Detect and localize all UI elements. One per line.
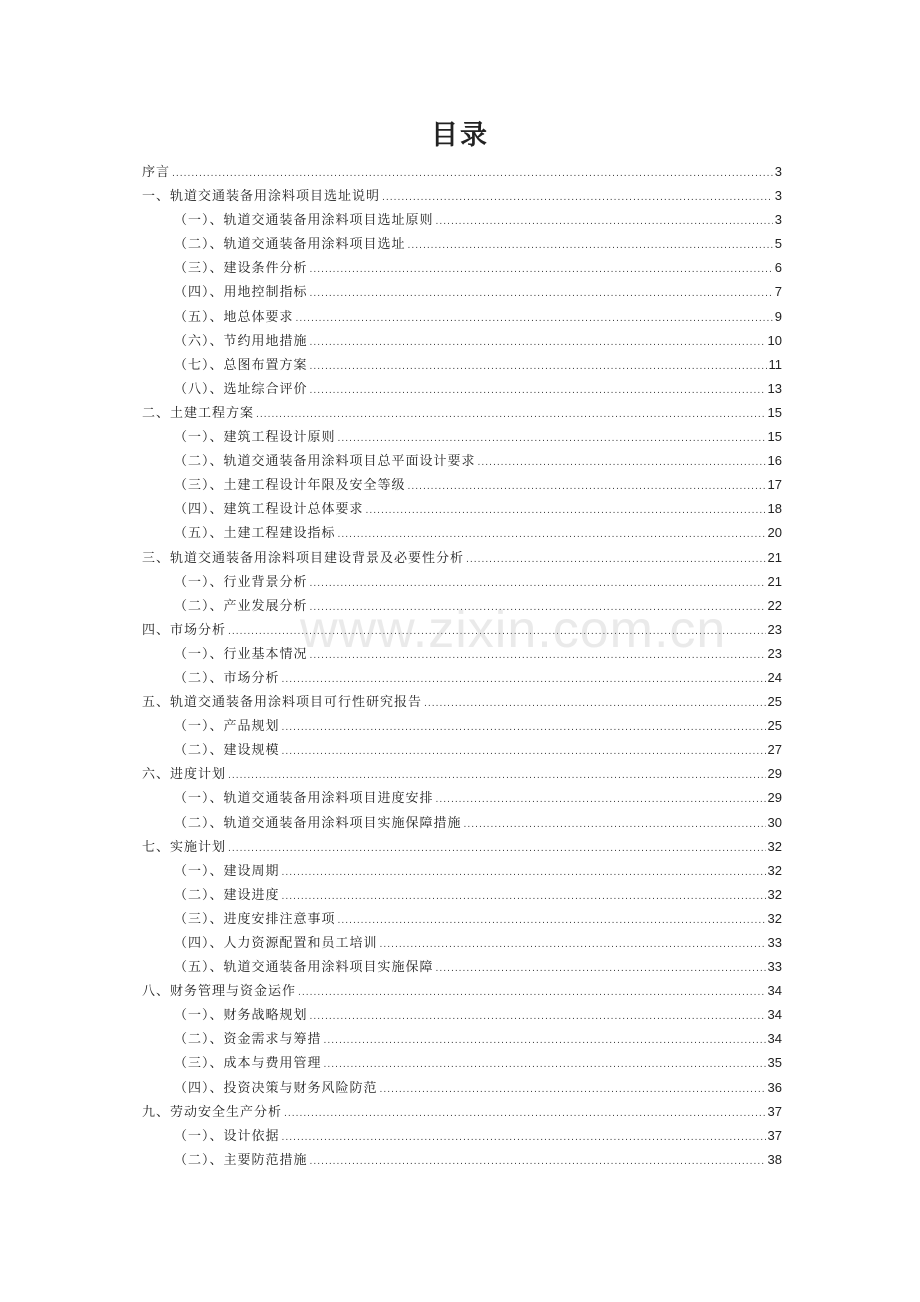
- toc-entry[interactable]: [142, 305, 782, 329]
- toc-entry-page-number: 17: [767, 477, 782, 493]
- toc-entry-page-number: 27: [767, 742, 782, 758]
- toc-entry-page-number: 33: [767, 959, 782, 975]
- toc-entry-label: （三）、进度安排注意事项: [174, 911, 336, 927]
- toc-entry-label: 九、劳动安全生产分析: [142, 1104, 283, 1120]
- toc-entry-label: （一）、建设周期: [174, 863, 280, 879]
- toc-entry[interactable]: [142, 907, 782, 931]
- toc-entry-page-number: 34: [767, 983, 782, 999]
- toc-entry-label: （八）、选址综合评价: [174, 381, 308, 397]
- toc-entry-page-number: 37: [767, 1103, 782, 1119]
- toc-entry-page-number: 23: [767, 621, 782, 637]
- toc-entry[interactable]: [142, 160, 782, 184]
- toc-entry-label: （二）、轨道交通装备用涂料项目实施保障措施: [174, 815, 462, 831]
- toc-entry-page-number: 10: [767, 332, 782, 348]
- toc-entry-page-number: 25: [767, 718, 782, 734]
- toc-entry[interactable]: [142, 859, 782, 883]
- toc-entry-page-number: 35: [767, 1055, 782, 1071]
- toc-entry[interactable]: [142, 521, 782, 545]
- toc-entry-page-number: 32: [767, 838, 782, 854]
- toc-entry-label: （六）、节约用地措施: [174, 333, 308, 349]
- toc-entry[interactable]: [142, 1003, 782, 1027]
- toc-entry[interactable]: [142, 883, 782, 907]
- toc-leader-dots: [282, 1126, 766, 1150]
- toc-entry-label: （四）、建筑工程设计总体要求: [174, 502, 364, 518]
- toc-leader-dots: [282, 740, 766, 764]
- toc-entry-label: （二）、资金需求与筹措: [174, 1032, 322, 1048]
- toc-entry[interactable]: [142, 449, 782, 473]
- toc-entry-label: 八、财务管理与资金运作: [142, 984, 297, 1000]
- toc-leader-dots: [310, 1005, 766, 1029]
- table-of-contents: [142, 160, 782, 1172]
- page-title: 目录: [431, 120, 489, 151]
- toc-leader-dots: [324, 1029, 766, 1053]
- toc-entry[interactable]: [142, 256, 782, 280]
- watermark: www.zixin.com.cn: [300, 601, 727, 659]
- toc-entry-label: （五）、土建工程建设指标: [174, 526, 336, 542]
- toc-leader-dots: [466, 548, 766, 572]
- toc-entry[interactable]: [142, 714, 782, 738]
- toc-leader-dots: [464, 813, 766, 837]
- toc-entry[interactable]: [142, 979, 782, 1003]
- toc-entry-page-number: 30: [767, 814, 782, 830]
- toc-entry[interactable]: [142, 280, 782, 304]
- toc-entry-label: （七）、总图布置方案: [174, 357, 308, 373]
- toc-entry-label: （二）、轨道交通装备用涂料项目总平面设计要求: [174, 454, 476, 470]
- toc-entry[interactable]: [142, 1124, 782, 1148]
- toc-entry-label: 四、市场分析: [142, 622, 227, 638]
- toc-entry[interactable]: [142, 786, 782, 810]
- toc-leader-dots: [282, 861, 766, 885]
- toc-entry[interactable]: [142, 1148, 782, 1172]
- toc-leader-dots: [408, 234, 773, 258]
- toc-entry-page-number: 3: [774, 188, 782, 204]
- toc-leader-dots: [296, 307, 773, 331]
- toc-entry[interactable]: [142, 473, 782, 497]
- toc-entry-page-number: 15: [767, 404, 782, 420]
- toc-entry-page-number: 3: [774, 164, 782, 179]
- toc-entry-page-number: 11: [768, 356, 782, 372]
- toc-entry-page-number: 22: [767, 597, 782, 613]
- toc-entry-page-number: 6: [774, 260, 782, 276]
- toc-entry-page-number: 18: [767, 501, 782, 517]
- toc-entry[interactable]: [142, 497, 782, 521]
- toc-leader-dots: [310, 596, 766, 620]
- toc-entry-page-number: 32: [767, 910, 782, 926]
- toc-leader-dots: [408, 475, 766, 499]
- toc-entry-label: （二）、产业发展分析: [174, 598, 308, 614]
- toc-leader-dots: [310, 331, 766, 355]
- toc-leader-dots: [310, 282, 773, 306]
- toc-entry[interactable]: [142, 546, 782, 570]
- toc-entry-page-number: 32: [767, 862, 782, 878]
- toc-entry-label: （一）、行业背景分析: [174, 574, 308, 590]
- toc-entry-label: （三）、成本与费用管理: [174, 1056, 322, 1072]
- toc-entry-label: 序言: [142, 165, 171, 180]
- toc-entry[interactable]: [142, 208, 782, 232]
- toc-entry[interactable]: [142, 955, 782, 979]
- toc-entry-page-number: 15: [767, 429, 782, 445]
- toc-entry[interactable]: [142, 931, 782, 955]
- toc-leader-dots: [282, 668, 766, 692]
- toc-entry-label: （一）、行业基本情况: [174, 646, 308, 662]
- toc-entry[interactable]: [142, 618, 782, 642]
- toc-entry-label: （一）、设计依据: [174, 1128, 280, 1144]
- toc-entry-label: 二、土建工程方案: [142, 405, 255, 421]
- toc-entry[interactable]: [142, 738, 782, 762]
- toc-entry[interactable]: [142, 570, 782, 594]
- toc-entry-label: （二）、建设进度: [174, 887, 280, 903]
- toc-leader-dots: [172, 162, 773, 186]
- toc-entry[interactable]: [142, 594, 782, 618]
- toc-leader-dots: [310, 644, 766, 668]
- toc-entry[interactable]: [142, 401, 782, 425]
- toc-leader-dots: [338, 909, 766, 933]
- toc-entry-page-number: 3: [774, 212, 782, 228]
- toc-entry-label: （三）、建设条件分析: [174, 261, 308, 277]
- toc-entry-label: （一）、轨道交通装备用涂料项目选址原则: [174, 213, 434, 229]
- toc-entry-page-number: 25: [767, 694, 782, 710]
- toc-leader-dots: [380, 1078, 766, 1102]
- toc-entry-label: （一）、建筑工程设计原则: [174, 430, 336, 446]
- toc-leader-dots: [310, 1150, 766, 1174]
- toc-entry-label: （五）、轨道交通装备用涂料项目实施保障: [174, 960, 434, 976]
- toc-entry-page-number: 20: [767, 525, 782, 541]
- toc-entry-page-number: 33: [767, 935, 782, 950]
- toc-entry-page-number: 32: [767, 886, 782, 902]
- toc-entry[interactable]: [142, 1100, 782, 1124]
- toc-leader-dots: [282, 716, 766, 740]
- toc-entry-label: （四）、投资决策与财务风险防范: [174, 1080, 378, 1096]
- toc-leader-dots: [380, 933, 766, 957]
- toc-leader-dots: [436, 210, 773, 234]
- toc-entry-label: 一、轨道交通装备用涂料项目选址说明: [142, 189, 381, 205]
- toc-entry-page-number: 13: [767, 380, 782, 396]
- toc-leader-dots: [310, 258, 773, 282]
- toc-entry-label: （一）、产品规划: [174, 719, 280, 735]
- toc-entry-label: （三）、土建工程设计年限及安全等级: [174, 478, 406, 494]
- toc-entry-label: （一）、轨道交通装备用涂料项目进度安排: [174, 791, 434, 807]
- toc-entry[interactable]: [142, 425, 782, 449]
- toc-entry-page-number: 5: [774, 236, 782, 252]
- toc-entry-page-number: 21: [767, 573, 782, 589]
- toc-entry[interactable]: [142, 642, 782, 666]
- toc-leader-dots: [436, 957, 766, 981]
- toc-leader-dots: [338, 523, 766, 547]
- toc-entry-page-number: 16: [767, 453, 782, 469]
- toc-leader-dots: [228, 837, 766, 861]
- toc-entry-label: （五）、地总体要求: [174, 309, 294, 325]
- toc-entry-label: 六、进度计划: [142, 767, 227, 783]
- toc-entry[interactable]: [142, 184, 782, 208]
- toc-entry-label: （四）、用地控制指标: [174, 285, 308, 301]
- toc-entry[interactable]: [142, 329, 782, 353]
- toc-leader-dots: [298, 981, 766, 1005]
- toc-entry[interactable]: [142, 666, 782, 690]
- toc-entry-page-number: 38: [767, 1151, 782, 1167]
- toc-entry[interactable]: [142, 353, 782, 377]
- toc-entry[interactable]: [142, 1051, 782, 1075]
- toc-entry-label: 三、轨道交通装备用涂料项目建设背景及必要性分析: [142, 550, 465, 566]
- toc-entry[interactable]: [142, 232, 782, 256]
- toc-entry-page-number: 37: [767, 1127, 782, 1143]
- toc-entry-label: 七、实施计划: [142, 839, 227, 855]
- toc-entry-label: （二）、轨道交通装备用涂料项目选址: [174, 237, 406, 253]
- toc-entry-page-number: 21: [767, 549, 782, 565]
- toc-leader-dots: [282, 885, 766, 909]
- toc-leader-dots: [338, 427, 766, 451]
- toc-leader-dots: [436, 788, 766, 812]
- toc-entry-label: （二）、市场分析: [174, 670, 280, 686]
- toc-leader-dots: [478, 451, 766, 475]
- toc-entry-label: （四）、人力资源配置和员工培训: [174, 936, 378, 951]
- toc-leader-dots: [366, 499, 766, 523]
- toc-entry-label: （二）、主要防范措施: [174, 1152, 308, 1168]
- toc-leader-dots: [310, 379, 766, 403]
- toc-entry-label: （一）、财务战略规划: [174, 1008, 308, 1024]
- toc-leader-dots: [228, 764, 766, 788]
- toc-entry-page-number: 29: [767, 790, 782, 806]
- toc-entry[interactable]: [142, 811, 782, 835]
- toc-entry-page-number: 34: [767, 1007, 782, 1023]
- toc-entry[interactable]: [142, 835, 782, 859]
- toc-entry-label: 五、轨道交通装备用涂料项目可行性研究报告: [142, 695, 423, 711]
- toc-leader-dots: [256, 403, 766, 427]
- toc-entry[interactable]: [142, 1076, 782, 1100]
- toc-entry[interactable]: [142, 1027, 782, 1051]
- toc-leader-dots: [324, 1053, 766, 1077]
- toc-entry-page-number: 36: [767, 1079, 782, 1095]
- toc-leader-dots: [310, 355, 767, 379]
- toc-leader-dots: [424, 692, 766, 716]
- toc-entry[interactable]: [142, 690, 782, 714]
- toc-entry[interactable]: [142, 762, 782, 786]
- toc-leader-dots: [310, 572, 766, 596]
- toc-entry-page-number: 7: [774, 284, 782, 300]
- toc-leader-dots: [284, 1102, 766, 1126]
- toc-entry-page-number: 23: [767, 645, 782, 661]
- toc-entry-page-number: 29: [767, 766, 782, 782]
- toc-entry-page-number: 24: [767, 669, 782, 685]
- toc-leader-dots: [382, 186, 773, 210]
- toc-entry[interactable]: [142, 377, 782, 401]
- toc-entry-label: （二）、建设规模: [174, 743, 280, 759]
- toc-entry-page-number: 9: [774, 308, 782, 324]
- toc-leader-dots: [228, 620, 766, 644]
- toc-entry-page-number: 34: [767, 1031, 782, 1047]
